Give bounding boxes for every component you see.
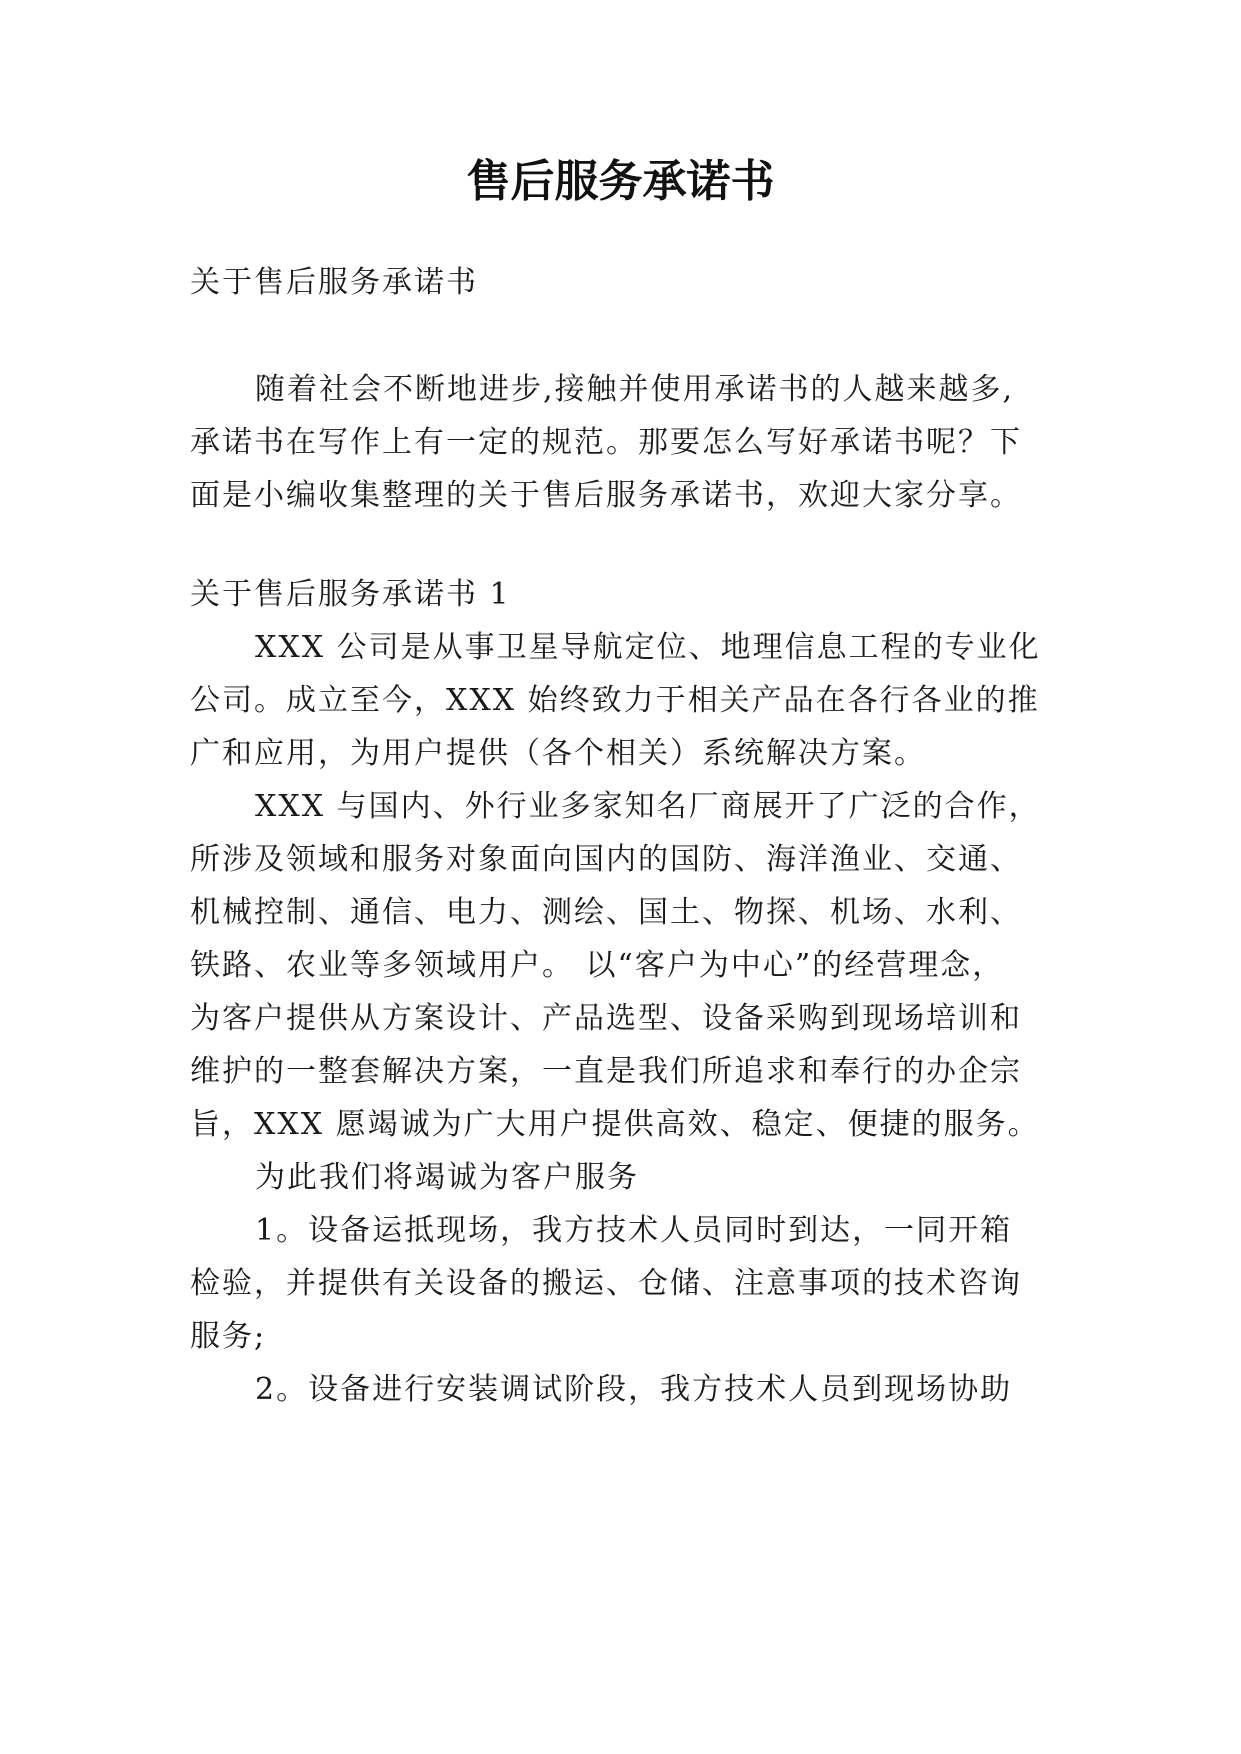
- body-line: 铁路、农业等多领域用户。 以“客户为中心”的经营理念，: [190, 948, 1005, 983]
- body-line: 所涉及领域和服务对象面向国内的国防、海洋渔业、交通、: [190, 842, 1022, 877]
- list-item-line: 检验，并提供有关设备的搬运、仓储、注意事项的技术咨询: [190, 1266, 1022, 1301]
- intro-line: 面是小编收集整理的关于售后服务承诺书，欢迎大家分享。: [190, 478, 1022, 513]
- body-line: XXX 与国内、外行业多家知名厂商展开了广泛的合作，: [255, 789, 1041, 824]
- subtitle-line: 关于售后服务承诺书: [190, 265, 478, 300]
- intro-line: 承诺书在写作上有一定的规范。那要怎么写好承诺书呢？下: [190, 425, 1022, 460]
- body-line: 维护的一整套解决方案，一直是我们所追求和奉行的办企宗: [190, 1054, 1022, 1089]
- body-line: 旨，XXX 愿竭诚为广大用户提供高效、稳定、便捷的服务。: [190, 1107, 1040, 1142]
- body-line: 为此我们将竭诚为客户服务: [255, 1160, 639, 1195]
- body-line: XXX 公司是从事卫星导航定位、地理信息工程的专业化: [255, 630, 1041, 665]
- body-line: 为客户提供从方案设计、产品选型、设备采购到现场培训和: [190, 1001, 1022, 1036]
- section-heading: 关于售后服务承诺书 1: [190, 577, 511, 612]
- list-item-line: 2。设备进行安装调试阶段，我方技术人员到现场协助: [255, 1372, 1013, 1407]
- list-item-line: 服务;: [190, 1319, 267, 1354]
- intro-line: 随着社会不断地进步,接触并使用承诺书的人越来越多,: [255, 372, 1015, 407]
- body-line: 公司。成立至今，XXX 始终致力于相关产品在各行各业的推: [190, 683, 1040, 718]
- body-line: 机械控制、通信、电力、测绘、国土、物探、机场、水利、: [190, 895, 1022, 930]
- document-title: 售后服务承诺书: [466, 156, 775, 207]
- list-item-line: 1。设备运抵现场，我方技术人员同时到达，一同开箱: [255, 1213, 1013, 1248]
- body-line: 广和应用，为用户提供（各个相关）系统解决方案。: [190, 736, 926, 771]
